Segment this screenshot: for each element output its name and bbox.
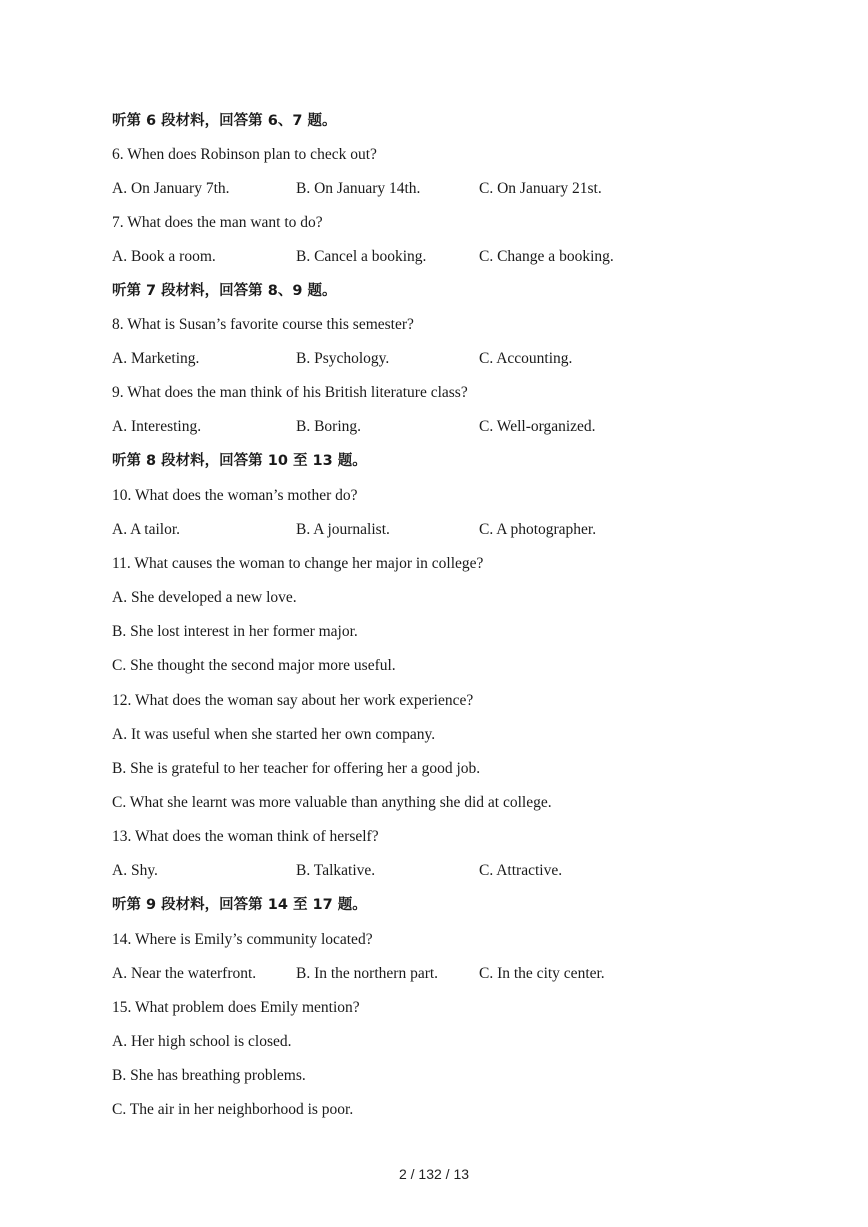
option-a: A. A tailor. xyxy=(112,521,181,538)
option-b: B. On January 14th. xyxy=(296,180,421,197)
question-15-option-c: C. The air in her neighborhood is poor. xyxy=(112,1101,354,1118)
question-8-stem: 8. What is Susan’s favorite course this semester? xyxy=(112,316,414,333)
option-c: C. On January 21st. xyxy=(479,180,602,197)
question-7-stem: 7. What does the man want to do? xyxy=(112,214,323,231)
option-c: C. Change a booking. xyxy=(479,248,614,265)
question-6-stem: 6. When does Robinson plan to check out? xyxy=(112,146,377,163)
question-14-stem: 14. Where is Emily’s community located? xyxy=(112,931,373,948)
section-heading-8: 听第 8 段材料，回答第 10 至 13 题。 xyxy=(112,453,367,469)
option-c: C. Attractive. xyxy=(479,862,563,879)
option-c: C. Accounting. xyxy=(479,350,573,367)
option-b: B. Psychology. xyxy=(296,350,390,367)
option-b: B. Cancel a booking. xyxy=(296,248,427,265)
option-a: A. Book a room. xyxy=(112,248,216,265)
question-11-option-c: C. She thought the second major more useful. xyxy=(112,657,396,674)
section-heading-6: 听第 6 段材料，回答第 6、7 题。 xyxy=(112,113,337,129)
option-a: A. Shy. xyxy=(112,862,158,879)
option-a: A. Near the waterfront. xyxy=(112,965,257,982)
option-b: B. Talkative. xyxy=(296,862,376,879)
option-c: C. Well-organized. xyxy=(479,418,596,435)
question-12-option-c: C. What she learnt was more valuable than anything she did at college. xyxy=(112,794,552,811)
question-15-option-a: A. Her high school is closed. xyxy=(112,1033,292,1050)
question-9-stem: 9. What does the man think of his British literature class? xyxy=(112,384,468,401)
page-number: 2 / 132 / 13 xyxy=(398,1166,470,1182)
option-a: A. On January 7th. xyxy=(112,180,230,197)
question-13-stem: 13. What does the woman think of herself? xyxy=(112,828,379,845)
question-11-option-b: B. She lost interest in her former major. xyxy=(112,623,358,640)
question-12-stem: 12. What does the woman say about her work experience? xyxy=(112,692,474,709)
question-11-option-a: A. She developed a new love. xyxy=(112,589,297,606)
question-11-stem: 11. What causes the woman to change her major in college? xyxy=(112,555,484,572)
option-c: C. A photographer. xyxy=(479,521,597,538)
option-a: A. Interesting. xyxy=(112,418,202,435)
question-12-option-b: B. She is grateful to her teacher for offering her a good job. xyxy=(112,760,481,777)
option-b: B. In the northern part. xyxy=(296,965,439,982)
question-10-stem: 10. What does the woman’s mother do? xyxy=(112,487,358,504)
option-b: B. Boring. xyxy=(296,418,362,435)
option-a: A. Marketing. xyxy=(112,350,200,367)
section-heading-7: 听第 7 段材料，回答第 8、9 题。 xyxy=(112,283,337,299)
option-b: B. A journalist. xyxy=(296,521,390,538)
question-12-option-a: A. It was useful when she started her own company. xyxy=(112,726,436,743)
question-15-option-b: B. She has breathing problems. xyxy=(112,1067,306,1084)
question-15-stem: 15. What problem does Emily mention? xyxy=(112,999,360,1016)
section-heading-9: 听第 9 段材料，回答第 14 至 17 题。 xyxy=(112,897,367,913)
option-c: C. In the city center. xyxy=(479,965,605,982)
